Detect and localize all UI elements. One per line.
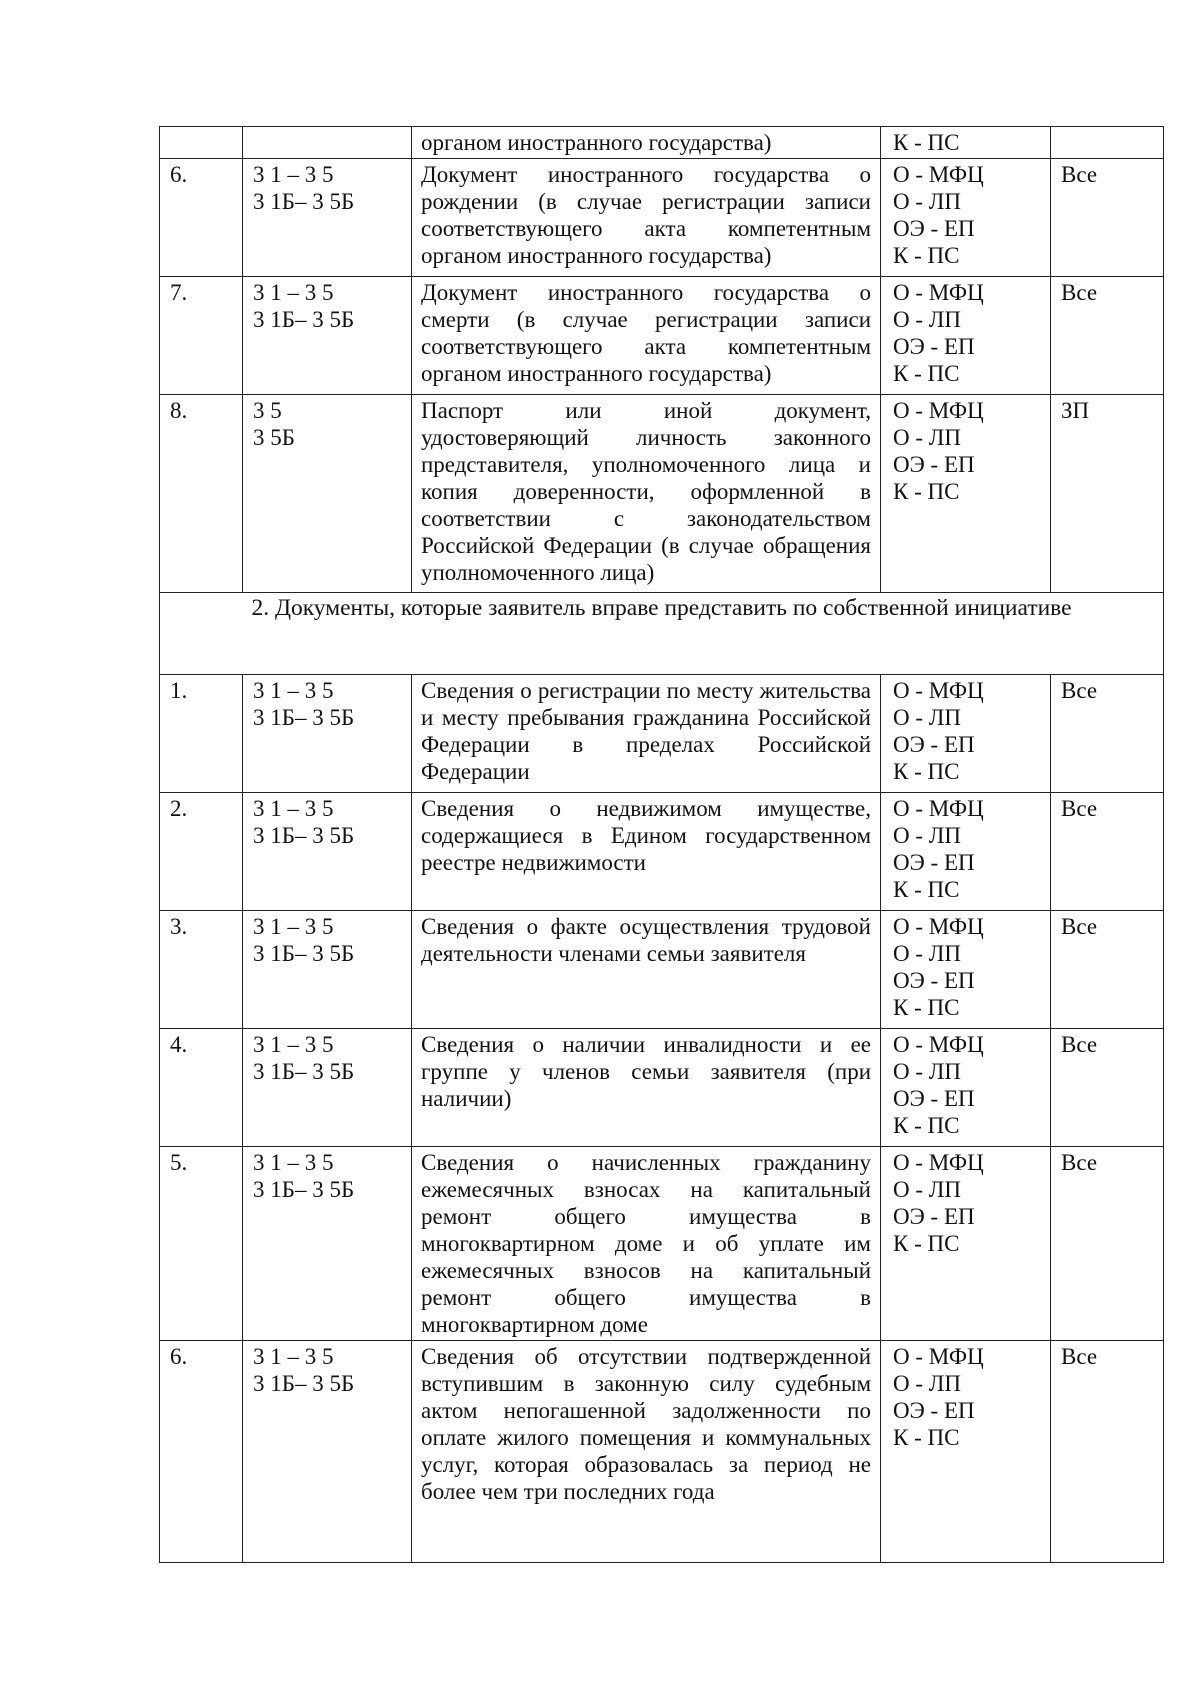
code-line: 3 1 – 3 5 (253, 1032, 334, 1057)
applicant-category: Все (1051, 911, 1164, 1029)
document-description (412, 911, 881, 1029)
submission-ways (881, 675, 1051, 793)
section-row (160, 593, 1164, 675)
document-text: Документ иностранного государства о рождении (в случае регистрации записи соответствующего акта компетентным органом иностранного государства) (421, 162, 871, 268)
document-description (412, 793, 881, 911)
code-line: 3 1Б– 3 5Б (253, 705, 355, 730)
row-codes (243, 395, 412, 593)
submission-way: ОЭ - ЕП (893, 334, 975, 359)
document-text: Сведения о регистрации по месту жительства и месту пребывания гражданина Российской Федерации в пределах Российской Федерации (421, 678, 871, 784)
code-line: 3 1 – 3 5 (253, 1150, 334, 1175)
code-line: 3 1 – 3 5 (253, 280, 334, 305)
submission-ways (881, 127, 1051, 159)
table-row (160, 277, 1164, 395)
submission-way: О - МФЦ (893, 1344, 984, 1369)
row-codes (243, 127, 412, 159)
table-row (160, 1029, 1164, 1147)
row-number: 6. (160, 159, 243, 277)
document-text: Паспорт или иной документ, удостоверяющий личность законного представителя, уполномоченного лица и копия доверенности, оформленной в соответствии с законодательством Российской Федерации (в случае обращения уполномоченного лица) (421, 398, 871, 585)
submission-way: О - МФЦ (893, 162, 984, 187)
submission-way: О - ЛП (893, 189, 961, 214)
submission-way: О - МФЦ (893, 398, 984, 423)
document-description (412, 1341, 881, 1563)
row-codes (243, 675, 412, 793)
document-text: Сведения о начисленных гражданину ежемесячных взносах на капитальный ремонт общего имущества в многоквартирном доме и об уплате им ежемесячных взносов на капитальный ремонт общего имущества в многоквартирном доме (421, 1150, 871, 1337)
submission-way: ОЭ - ЕП (893, 850, 975, 875)
submission-way: ОЭ - ЕП (893, 1204, 975, 1229)
applicant-category: Все (1051, 1341, 1164, 1563)
table-row (160, 395, 1164, 593)
submission-way: О - МФЦ (893, 678, 984, 703)
submission-ways (881, 395, 1051, 593)
row-number: 2. (160, 793, 243, 911)
submission-way: О - ЛП (893, 941, 961, 966)
submission-way: ОЭ - ЕП (893, 1086, 975, 1111)
code-line: 3 1Б– 3 5Б (253, 307, 355, 332)
submission-way: О - МФЦ (893, 1150, 984, 1175)
table-row (160, 127, 1164, 159)
row-codes (243, 1341, 412, 1563)
row-codes (243, 1147, 412, 1341)
submission-ways (881, 1341, 1051, 1563)
table-row (160, 1341, 1164, 1563)
table-row (160, 1147, 1164, 1341)
row-number: 5. (160, 1147, 243, 1341)
document-description (412, 277, 881, 395)
document-description (412, 127, 881, 159)
code-line: 3 1 – 3 5 (253, 914, 334, 939)
row-number: 6. (160, 1341, 243, 1563)
applicant-category: Все (1051, 159, 1164, 277)
code-line: 3 1Б– 3 5Б (253, 823, 355, 848)
applicant-category (1051, 127, 1164, 159)
row-number: 3. (160, 911, 243, 1029)
document-description (412, 1029, 881, 1147)
submission-way: ОЭ - ЕП (893, 452, 975, 477)
submission-way: К - ПС (893, 1113, 960, 1138)
section-title: 2. Документы, которые заявитель вправе представить по собственной инициативе (160, 593, 1164, 675)
document-text: органом иностранного государства) (421, 130, 772, 155)
submission-way: К - ПС (893, 995, 960, 1020)
table-body-section (160, 675, 1164, 1563)
submission-way: К - ПС (893, 479, 960, 504)
submission-way: ОЭ - ЕП (893, 1398, 975, 1423)
submission-way: О - ЛП (893, 1059, 961, 1084)
code-line: 3 1 – 3 5 (253, 1344, 334, 1369)
row-codes (243, 1029, 412, 1147)
submission-way: ОЭ - ЕП (893, 732, 975, 757)
document-description (412, 675, 881, 793)
document-description (412, 395, 881, 593)
submission-way: О - МФЦ (893, 280, 984, 305)
row-codes (243, 911, 412, 1029)
document-text: Документ иностранного государства о смерти (в случае регистрации записи соответствующего акта компетентным органом иностранного государства) (421, 280, 871, 386)
code-line: 3 5Б (253, 425, 295, 450)
row-number: 8. (160, 395, 243, 593)
table-row (160, 793, 1164, 911)
row-number (160, 127, 243, 159)
code-line: 3 1 – 3 5 (253, 796, 334, 821)
submission-way: К - ПС (893, 877, 960, 902)
submission-ways (881, 159, 1051, 277)
code-line: 3 1Б– 3 5Б (253, 1177, 355, 1202)
document-text: Сведения о недвижимом имуществе, содержащиеся в Едином государственном реестре недвижимости (421, 796, 871, 875)
code-line: 3 1Б– 3 5Б (253, 189, 355, 214)
code-line: 3 1 – 3 5 (253, 162, 334, 187)
code-line: 3 5 (253, 398, 282, 423)
submission-way: О - ЛП (893, 1177, 961, 1202)
row-codes (243, 277, 412, 395)
code-line: 3 1Б– 3 5Б (253, 1371, 355, 1396)
section-header (160, 593, 1164, 675)
code-line: 3 1 – 3 5 (253, 678, 334, 703)
submission-way: К - ПС (893, 1425, 960, 1450)
applicant-category: Все (1051, 1029, 1164, 1147)
row-number: 7. (160, 277, 243, 395)
submission-way: О - МФЦ (893, 796, 984, 821)
submission-ways (881, 277, 1051, 395)
submission-ways (881, 1029, 1051, 1147)
submission-way: ОЭ - ЕП (893, 216, 975, 241)
code-line: 3 1Б– 3 5Б (253, 941, 355, 966)
row-number: 4. (160, 1029, 243, 1147)
row-number: 1. (160, 675, 243, 793)
document-text: Сведения об отсутствии подтвержденной вступившим в законную силу судебным актом непогашенной задолженности по оплате жилого помещения и коммунальных услуг, которая образовалась за период не более чем три последних года (421, 1344, 871, 1504)
document-description (412, 1147, 881, 1341)
table-body-top (160, 127, 1164, 593)
row-codes (243, 793, 412, 911)
table-row (160, 911, 1164, 1029)
submission-way: О - МФЦ (893, 1032, 984, 1057)
table-row (160, 159, 1164, 277)
submission-way: О - ЛП (893, 823, 961, 848)
submission-way: К - ПС (893, 759, 960, 784)
code-line: 3 1Б– 3 5Б (253, 1059, 355, 1084)
submission-way: О - МФЦ (893, 914, 984, 939)
document-text: Сведения о наличии инвалидности и ее группе у членов семьи заявителя (при наличии) (421, 1032, 871, 1111)
document-text: Сведения о факте осуществления трудовой деятельности членами семьи заявителя (421, 914, 871, 966)
applicant-category: Все (1051, 1147, 1164, 1341)
submission-way: К - ПС (893, 361, 960, 386)
submission-way: О - ЛП (893, 307, 961, 332)
submission-way: О - ЛП (893, 705, 961, 730)
submission-way: К - ПС (893, 130, 960, 155)
submission-way: ОЭ - ЕП (893, 968, 975, 993)
applicant-category: Все (1051, 675, 1164, 793)
submission-way: К - ПС (893, 1231, 960, 1256)
applicant-category: Все (1051, 277, 1164, 395)
submission-ways (881, 911, 1051, 1029)
submission-ways (881, 1147, 1051, 1341)
applicant-category: ЗП (1051, 395, 1164, 593)
row-codes (243, 159, 412, 277)
submission-way: К - ПС (893, 243, 960, 268)
applicant-category: Все (1051, 793, 1164, 911)
table-row (160, 675, 1164, 793)
submission-ways (881, 793, 1051, 911)
submission-way: О - ЛП (893, 1371, 961, 1396)
submission-way: О - ЛП (893, 425, 961, 450)
document-description (412, 159, 881, 277)
documents-table (159, 126, 1164, 1563)
